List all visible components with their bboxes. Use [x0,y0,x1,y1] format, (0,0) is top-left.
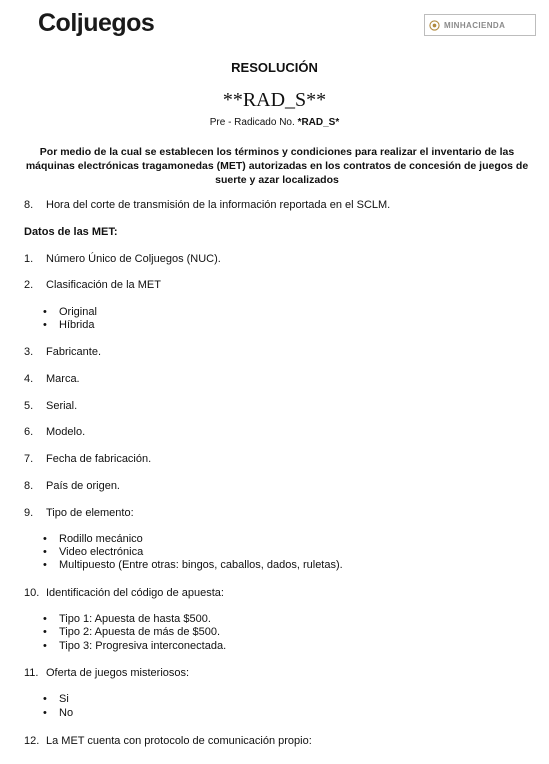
bullet-text: No [59,707,74,719]
list-item-number: 10. [24,587,40,599]
bullet-text: Tipo 2: Apuesta de más de $500. [59,626,221,638]
list-item-text: Identificación del código de apuesta: [46,587,224,599]
list-item-text: Oferta de juegos misteriosos: [46,667,190,679]
list-item-number: 4. [24,373,34,385]
bullet-icon: • [43,559,47,571]
bullet-icon: • [43,306,47,318]
pre-radicado [0,117,549,128]
bullet-item [43,306,97,319]
list-item-number: 9. [24,507,34,519]
list-item-number: 11. [24,667,39,679]
list-item-number: 7. [24,453,34,465]
document-title: RESOLUCIÓN [231,60,318,75]
bullet-icon: • [43,707,47,719]
list-item-text: País de origen. [46,480,120,492]
bullet-item [43,319,94,332]
bullet-icon: • [43,319,47,331]
bullet-text: Tipo 3: Progresiva interconectada. [59,640,227,652]
coljuegos-logo: Coljuegos [38,9,155,37]
list-item-number: 2. [24,279,34,291]
list-item-text: Clasificación de la MET [46,279,161,291]
resolution-summary: Por medio de la cual se establecen los términos y condiciones para realizar el inventario de las máquinas electrónicas tragamonedas (MET) autorizadas en los contratos de concesión de juegos de suerte y azar localizados [25,146,529,186]
minhacienda-logo-text: MINHACIENDA [444,20,506,30]
list-item-number: 3. [24,346,34,358]
list-item-text: La MET cuenta con protocolo de comunicación propio: [46,735,312,747]
bullet-text: Multipuesto (Entre otras: bingos, caballos, dados, ruletas). [59,559,343,571]
bullet-item [43,546,143,559]
bullet-item [43,559,343,572]
list-item-text: Tipo de elemento: [46,507,134,519]
list-item [24,199,390,212]
list-item-number: 6. [24,426,34,438]
bullet-item [43,613,211,626]
list-item-text: Fecha de fabricación. [46,453,152,465]
bullet-item [43,640,226,653]
list-item [24,587,224,600]
bullet-icon: • [43,533,47,545]
bullet-icon: • [43,640,47,652]
list-item-number: 1. [24,253,34,265]
list-item-number: 12. [24,735,40,747]
bullet-text: Original [59,306,97,318]
list-item [24,279,161,292]
list-item [24,373,80,386]
colombia-seal-icon [429,20,440,31]
bullet-text: Rodillo mecánico [59,533,143,545]
list-item-text: Marca. [46,373,80,385]
bullet-icon: • [43,546,47,558]
section-heading: Datos de las MET: [24,226,118,238]
list-item [24,735,312,748]
list-item-text: Fabricante. [46,346,102,358]
bullet-icon: • [43,613,47,625]
pre-radicado-label: Pre - Radicado No. [209,117,298,128]
bullet-item [43,626,220,639]
bullet-text: Híbrida [59,319,95,331]
list-item [24,426,85,439]
list-item-number: 8. [24,199,34,211]
bullet-item [43,533,143,546]
bullet-text: Si [59,693,69,705]
bullet-item [43,707,73,720]
bullet-text: Tipo 1: Apuesta de hasta $500. [59,613,211,625]
list-item [24,400,77,413]
list-item-text: Hora del corte de transmisión de la información reportada en el SCLM. [46,199,391,211]
minhacienda-logo [424,14,536,36]
list-item-number: 5. [24,400,34,412]
bullet-icon: • [43,626,47,638]
list-item-number: 8. [24,480,34,492]
list-item [24,346,101,359]
list-item-text: Número Único de Coljuegos (NUC). [46,253,221,265]
list-item-text: Modelo. [46,426,86,438]
list-item [24,480,120,493]
list-item [24,253,221,266]
bullet-icon: • [43,693,47,705]
list-item [24,453,151,466]
bullet-item [43,693,69,706]
pre-radicado-value: *RAD_S* [297,117,340,128]
list-item [24,667,189,680]
bullet-text: Video electrónica [59,546,144,558]
radicado-number: **RAD_S** [222,89,327,111]
list-item-text: Serial. [46,400,78,412]
list-item [24,507,134,520]
